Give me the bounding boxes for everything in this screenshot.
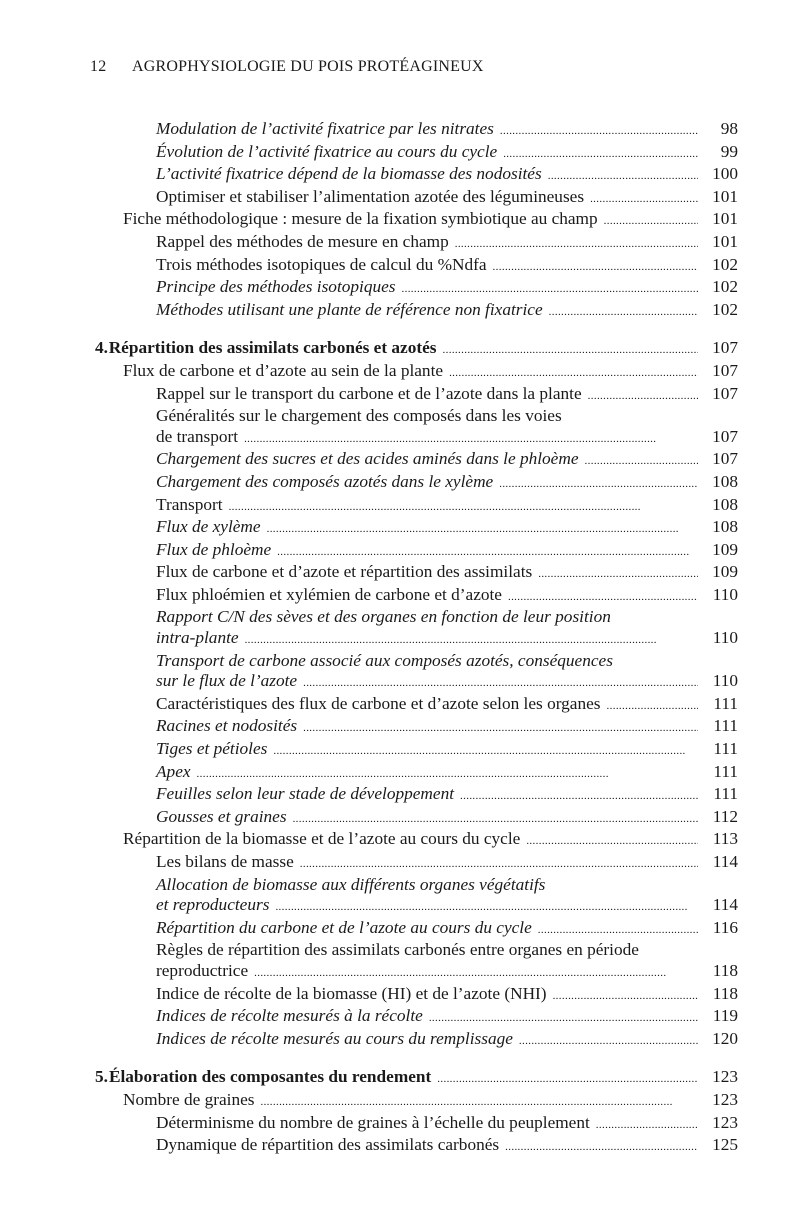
- toc-page: 100: [712, 164, 738, 184]
- toc-entry[interactable]: Racines et nodosités . . . 111: [0, 716, 800, 739]
- toc-page: 101: [712, 186, 738, 206]
- toc-page: 101: [712, 231, 738, 251]
- toc-entry[interactable]: Indices de récolte mesurés à la récolte . . . 119: [0, 1006, 800, 1029]
- toc-page: 110: [712, 671, 738, 691]
- toc-entry[interactable]: reproductrice . . . 118: [0, 961, 800, 984]
- table-of-contents: [0, 119, 800, 1158]
- toc-page: 110: [712, 628, 738, 648]
- toc-entry[interactable]: Modulation de l’activité fixatrice par les nitrates . . . 98: [0, 119, 800, 142]
- leader-dots: [526, 829, 698, 852]
- toc-page: 98: [720, 119, 738, 138]
- toc-entry[interactable]: Répartition de la biomasse et de l’azote au cours du cycle . . . 113: [0, 829, 800, 852]
- toc-page: 110: [712, 584, 738, 604]
- toc-page: 109: [712, 539, 738, 559]
- leader-dots: [267, 517, 698, 540]
- toc-page: 107: [712, 449, 738, 469]
- leader-dots: [277, 540, 698, 563]
- toc-page: 108: [712, 494, 738, 514]
- section-number: 5.: [95, 1067, 108, 1087]
- toc-entry[interactable]: Méthodes utilisant une plante de référence non fixatrice . . . 102: [0, 300, 800, 323]
- toc-entry[interactable]: Répartition du carbone et de l’azote au cours du cycle . . . 116: [0, 918, 800, 941]
- toc-entry[interactable]: sur le flux de l’azote . . . 110: [0, 671, 800, 694]
- toc-page: 111: [713, 716, 738, 736]
- leader-dots: [505, 1135, 698, 1158]
- toc-entry[interactable]: Flux de phloème . . . 109: [0, 540, 800, 563]
- leader-dots: [519, 1029, 698, 1052]
- toc-page: 111: [713, 739, 738, 759]
- toc-page: 102: [712, 254, 738, 274]
- leader-dots: [549, 300, 698, 323]
- toc-entry[interactable]: Trois méthodes isotopiques de calcul du %Ndfa . . . 102: [0, 255, 800, 278]
- leader-dots: [303, 671, 698, 694]
- toc-entry[interactable]: Flux de carbone et d’azote et répartition des assimilats . . . 109: [0, 562, 800, 585]
- leader-dots: [449, 361, 698, 384]
- toc-entry[interactable]: Dynamique de répartition des assimilats carbonés . . . 125: [0, 1135, 800, 1158]
- toc-entry[interactable]: Évolution de l’activité fixatrice au cours du cycle . . . 99: [0, 142, 800, 165]
- toc-entry[interactable]: Feuilles selon leur stade de développement . . . 111: [0, 784, 800, 807]
- toc-page: 116: [712, 917, 738, 937]
- toc-page: 99: [720, 141, 738, 161]
- running-title: AGROPHYSIOLOGIE DU POIS PROTÉAGINEUX: [132, 58, 484, 75]
- leader-dots: [607, 694, 698, 717]
- leader-dots: [548, 164, 698, 187]
- toc-entry[interactable]: Indices de récolte mesurés au cours du remplissage . . . 120: [0, 1029, 800, 1052]
- leader-dots: [260, 1090, 698, 1113]
- toc-page: 107: [712, 360, 738, 380]
- leader-dots: [604, 209, 698, 232]
- toc-entry[interactable]: Fiche méthodologique : mesure de la fixation symbiotique au champ . . . 101: [0, 209, 800, 232]
- toc-entry[interactable]: Flux de xylème . . . 108: [0, 517, 800, 540]
- toc-page: 101: [712, 209, 738, 229]
- leader-dots: [275, 895, 698, 918]
- toc-page: 111: [713, 693, 738, 713]
- toc-page: 107: [712, 426, 738, 446]
- leader-dots: [538, 562, 698, 585]
- toc-entry[interactable]: Chargement des sucres et des acides aminés dans le phloème . . . 107: [0, 449, 800, 472]
- toc-entry[interactable]: de transport . . . 107: [0, 427, 800, 450]
- toc-page: 123: [712, 1067, 738, 1087]
- leader-dots: [500, 119, 698, 142]
- toc-entry[interactable]: intra-plante . . . 110: [0, 628, 800, 651]
- toc-page: 118: [712, 983, 738, 1003]
- toc-entry[interactable]: et reproducteurs . . . 114: [0, 895, 800, 918]
- toc-entry[interactable]: Flux de carbone et d’azote au sein de la plante . . . 107: [0, 361, 800, 384]
- toc-page: 118: [712, 960, 738, 980]
- toc-page: 108: [712, 471, 738, 491]
- toc-page: 108: [712, 517, 738, 537]
- leader-dots: [293, 807, 698, 830]
- toc-entry[interactable]: Les bilans de masse . . . 114: [0, 852, 800, 875]
- leader-dots: [303, 716, 698, 739]
- leader-dots: [508, 585, 698, 608]
- leader-dots: [244, 427, 698, 450]
- toc-page: 109: [712, 562, 738, 582]
- toc-entry[interactable]: Nombre de graines . . . 123: [0, 1090, 800, 1113]
- toc-entry-line1: Transport de carbone associé aux composés azotés, conséquences: [156, 650, 613, 670]
- section-number: 4.: [95, 338, 108, 358]
- leader-dots: [538, 918, 698, 941]
- toc-entry[interactable]: Gousses et graines . . . 112: [0, 807, 800, 830]
- toc-page: 102: [712, 299, 738, 319]
- toc-entry[interactable]: Chargement des composés azotés dans le xylème . . . 108: [0, 472, 800, 495]
- leader-dots: [273, 739, 698, 762]
- leader-dots: [429, 1006, 698, 1029]
- toc-page: 125: [712, 1135, 738, 1155]
- leader-dots: [197, 762, 698, 785]
- leader-dots: [590, 187, 698, 210]
- leader-dots: [460, 784, 698, 807]
- toc-page: 111: [713, 761, 738, 781]
- toc-entry-line1: Généralités sur le chargement des composés dans les voies: [156, 406, 562, 426]
- toc-entry[interactable]: Caractéristiques des flux de carbone et d’azote selon les organes . . . 111: [0, 694, 800, 717]
- toc-page: 112: [712, 806, 738, 826]
- leader-dots: [503, 142, 698, 165]
- toc-entry[interactable]: Apex . . . 111: [0, 762, 800, 785]
- toc-page: 123: [712, 1089, 738, 1109]
- leader-dots: [588, 384, 698, 407]
- toc-entry-line1: Règles de répartition des assimilats carbonés entre organes en période: [156, 940, 639, 960]
- toc-entry[interactable]: Rappel des méthodes de mesure en champ . . . 101: [0, 232, 800, 255]
- toc-entry[interactable]: Principe des méthodes isotopiques . . . 102: [0, 277, 800, 300]
- toc-entry[interactable]: Transport . . . 108: [0, 495, 800, 518]
- toc-entry-line1: Rapport C/N des sèves et des organes en fonction de leur position: [156, 607, 611, 627]
- running-header: [90, 58, 770, 76]
- toc-entry[interactable]: Déterminisme du nombre de graines à l’échelle du peuplement . . . 123: [0, 1113, 800, 1136]
- toc-entry-line1: Allocation de biomasse aux différents organes végétatifs: [156, 874, 546, 894]
- toc-entry[interactable]: Optimiser et stabiliser l’alimentation azotée des légumineuses . . . 101: [0, 187, 800, 210]
- toc-entry[interactable]: L’activité fixatrice dépend de la biomasse des nodosités . . . 100: [0, 164, 800, 187]
- page-number: 12: [90, 58, 107, 75]
- leader-dots: [229, 495, 698, 518]
- toc-page: 107: [712, 383, 738, 403]
- toc-page: 114: [712, 852, 738, 871]
- leader-dots: [402, 277, 699, 300]
- toc-page: 114: [712, 895, 738, 915]
- leader-dots: [493, 255, 698, 278]
- leader-dots: [455, 232, 698, 255]
- leader-dots: [585, 449, 698, 472]
- toc-page: 113: [712, 829, 738, 849]
- toc-section-5[interactable]: 5. Élaboration des composantes du rendement . . . 123: [0, 1067, 800, 1090]
- leader-dots: [553, 984, 698, 1007]
- leader-dots: [245, 628, 698, 651]
- toc-page: 123: [712, 1112, 738, 1132]
- leader-dots: [437, 1067, 698, 1090]
- toc-entry[interactable]: Indice de récolte de la biomasse (HI) et de l’azote (NHI) . . . 118: [0, 984, 800, 1007]
- leader-dots: [300, 852, 698, 875]
- toc-page: 102: [712, 277, 738, 297]
- leader-dots: [499, 472, 698, 495]
- toc-page: 120: [712, 1028, 738, 1048]
- leader-dots: [254, 961, 698, 984]
- toc-section-4[interactable]: 4. Répartition des assimilats carbonés et azotés . . . 107: [0, 338, 800, 361]
- leader-dots: [596, 1113, 698, 1136]
- toc-entry[interactable]: Flux phloémien et xylémien de carbone et d’azote . . . 110: [0, 585, 800, 608]
- toc-page: 107: [712, 338, 738, 358]
- toc-page: 119: [712, 1006, 738, 1026]
- toc-entry[interactable]: Rappel sur le transport du carbone et de l’azote dans la plante . . . 107: [0, 384, 800, 407]
- toc-page: 111: [713, 784, 738, 804]
- leader-dots: [443, 338, 698, 361]
- toc-entry[interactable]: Tiges et pétioles . . . 111: [0, 739, 800, 762]
